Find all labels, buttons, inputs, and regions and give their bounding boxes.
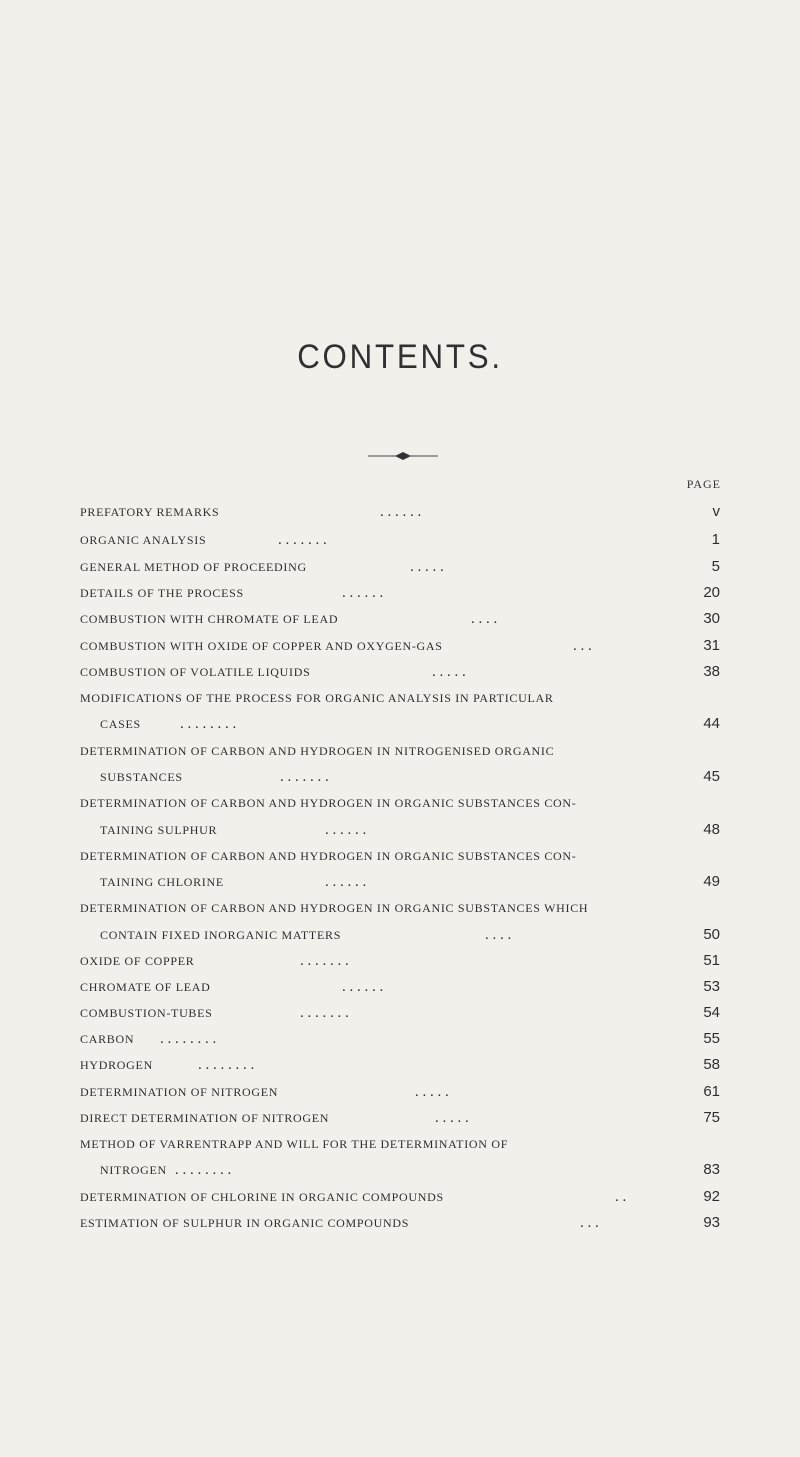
toc-entry-leader: . . . . . . [380, 504, 422, 520]
toc-entry-title: DETAILS OF THE PROCESS [80, 586, 244, 600]
toc-entry[interactable] [80, 583, 720, 603]
toc-entry[interactable] [80, 662, 720, 682]
toc-entry-leader: . . . [580, 1215, 599, 1231]
toc-entry[interactable] [80, 1134, 720, 1154]
toc-entry-title: ESTIMATION OF SULPHUR IN ORGANIC COMPOUNDS [80, 1216, 410, 1230]
toc-entry[interactable] [80, 820, 720, 840]
toc-entry-leader: . . . . . . . . [175, 1162, 232, 1178]
ornament-divider-icon [368, 451, 438, 461]
toc-entry-page: 83 [703, 1161, 720, 1178]
toc-entry-leader: . . . . . . . . [198, 1057, 255, 1073]
toc-entry[interactable] [80, 872, 720, 892]
toc-entry-leader: . . . . . [415, 1084, 449, 1100]
toc-entry[interactable] [80, 951, 720, 971]
toc-entry-leader: . . . . . . . [300, 953, 349, 969]
toc-entry-title: DETERMINATION OF NITROGEN [80, 1085, 279, 1099]
toc-entry-page: 20 [703, 584, 720, 601]
toc-entry[interactable] [80, 530, 720, 550]
toc-entry-leader: . . . . . . [325, 874, 367, 890]
toc-entry-title: HYDROGEN [80, 1058, 153, 1072]
toc-entry-leader: . . . . . . [342, 585, 384, 601]
toc-entry-page: 49 [703, 873, 720, 890]
toc-entry[interactable] [80, 846, 720, 866]
toc-entry-title: MODIFICATIONS OF THE PROCESS FOR ORGANIC ANALYSIS IN PARTICULAR [80, 691, 554, 705]
toc-entry-title: CARBON [80, 1032, 135, 1046]
toc-entry-title: DETERMINATION OF CARBON AND HYDROGEN IN ORGANIC SUBSTANCES CON- [80, 849, 577, 863]
toc-entry[interactable] [80, 1055, 720, 1075]
toc-entry-page: 54 [703, 1004, 720, 1021]
toc-entry-page: 48 [703, 821, 720, 838]
toc-entry-leader: . . . . . . . . [160, 1031, 217, 1047]
toc-entry-leader: . . . . [471, 611, 498, 627]
toc-entry[interactable] [80, 1029, 720, 1049]
toc-entry-page: 53 [703, 978, 720, 995]
toc-entry-leader: . . [615, 1189, 627, 1205]
toc-entry-title: CHROMATE OF LEAD [80, 980, 211, 994]
toc-entry-leader: . . . . . [410, 559, 444, 575]
toc-entry-title: ORGANIC ANALYSIS [80, 533, 207, 547]
toc-entry-leader: . . . . . . . . [180, 716, 237, 732]
toc-entry-title: COMBUSTION WITH OXIDE OF COPPER AND OXYGEN-GAS [80, 639, 443, 653]
toc-entry-title: PREFATORY REMARKS [80, 505, 220, 519]
toc-entry-leader: . . . . [485, 927, 512, 943]
toc-entry-page: 61 [703, 1083, 720, 1100]
toc-entry-page: 92 [703, 1188, 720, 1205]
toc-entry[interactable] [80, 714, 720, 734]
toc-entry[interactable] [80, 557, 720, 577]
toc-entry[interactable] [80, 688, 720, 708]
toc-entry-title: GENERAL METHOD OF PROCEEDING [80, 560, 307, 574]
page-title: CONTENTS. [297, 338, 503, 376]
toc-entry-leader: . . . . . . [325, 822, 367, 838]
toc-entry-page: 1 [711, 531, 720, 548]
toc-entry-page: 38 [703, 663, 720, 680]
toc-entry[interactable] [80, 502, 720, 522]
toc-entry-title: DETERMINATION OF CARBON AND HYDROGEN IN NITROGENISED ORGANIC [80, 744, 555, 758]
toc-entry-title: OXIDE OF COPPER [80, 954, 195, 968]
toc-entry-title: TAINING SULPHUR [100, 823, 218, 837]
toc-entry-page: 55 [703, 1030, 720, 1047]
toc-entry-title: COMBUSTION OF VOLATILE LIQUIDS [80, 665, 311, 679]
toc-entry-title: SUBSTANCES [100, 770, 183, 784]
toc-entry[interactable] [80, 767, 720, 787]
toc-entry[interactable] [80, 1213, 720, 1233]
toc-entry-leader: . . . . . . . [280, 769, 329, 785]
toc-entry[interactable] [80, 1187, 720, 1207]
toc-entry-leader: . . . . . . [342, 979, 384, 995]
toc-entry-title: DIRECT DETERMINATION OF NITROGEN [80, 1111, 330, 1125]
toc-entry-title: METHOD OF VARRENTRAPP AND WILL FOR THE DETERMINATION OF [80, 1137, 509, 1151]
toc-entry-page: 58 [703, 1056, 720, 1073]
toc-entry[interactable] [80, 1082, 720, 1102]
toc-entry[interactable] [80, 977, 720, 997]
toc-entry-title: DETERMINATION OF CHLORINE IN ORGANIC COMPOUNDS [80, 1190, 444, 1204]
toc-entry[interactable] [80, 925, 720, 945]
toc-entry[interactable] [80, 609, 720, 629]
page-column-header: PAGE [686, 477, 721, 491]
toc-entry-leader: . . . . . . . [300, 1005, 349, 1021]
toc-entry-page: 51 [703, 952, 720, 969]
toc-entry-leader: . . . . . [435, 1110, 469, 1126]
toc-entry-title: CONTAIN FIXED INORGANIC MATTERS [100, 928, 342, 942]
toc-entry-title: NITROGEN [100, 1163, 167, 1177]
toc-entry-page: 50 [703, 926, 720, 943]
toc-entry[interactable] [80, 898, 720, 918]
toc-entry-page: 30 [703, 610, 720, 627]
toc-entry[interactable] [80, 1160, 720, 1180]
toc-entry-title: DETERMINATION OF CARBON AND HYDROGEN IN ORGANIC SUBSTANCES CON- [80, 796, 577, 810]
toc-entry-title: TAINING CHLORINE [100, 875, 224, 889]
toc-entry-page: 93 [703, 1214, 720, 1231]
toc-entry-page: v [712, 503, 720, 520]
toc-entry[interactable] [80, 741, 720, 761]
toc-entry-leader: . . . [573, 638, 592, 654]
toc-entry-title: DETERMINATION OF CARBON AND HYDROGEN IN ORGANIC SUBSTANCES WHICH [80, 901, 589, 915]
toc-entry[interactable] [80, 1108, 720, 1128]
toc-entry-page: 31 [703, 637, 720, 654]
toc-entry-leader: . . . . . [432, 664, 466, 680]
toc-entry-page: 5 [711, 558, 720, 575]
toc-entry-title: CASES [100, 717, 141, 731]
toc-entry-title: COMBUSTION-TUBES [80, 1006, 213, 1020]
toc-entry-page: 75 [703, 1109, 720, 1126]
toc-entry-leader: . . . . . . . [278, 532, 327, 548]
toc-entry[interactable] [80, 793, 720, 813]
toc-entry[interactable] [80, 1003, 720, 1023]
toc-entry-title: COMBUSTION WITH CHROMATE OF LEAD [80, 612, 339, 626]
toc-entry[interactable] [80, 636, 720, 656]
toc-entry-page: 45 [703, 768, 720, 785]
toc-entry-page: 44 [703, 715, 720, 732]
